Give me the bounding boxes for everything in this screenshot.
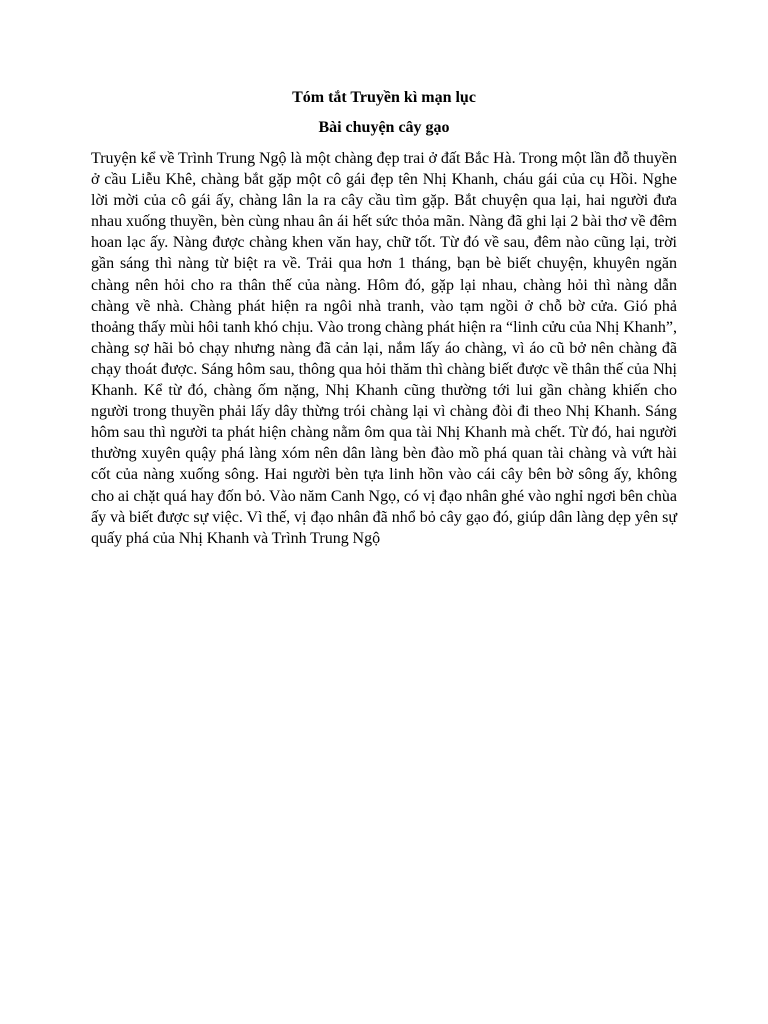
document-body-paragraph: Truyện kể về Trình Trung Ngộ là một chàng đẹp trai ở đất Bắc Hà. Trong một lần đỗ thuyền ở cầu Liễu Khê, chàng bắt gặp một cô gái đẹp tên Nhị Khanh, cháu gái của cụ Hồi. Nghe lời mời của cô gái ấy, chàng lân la ra cây cầu tìm gặp. Bắt chuyện qua lại, hai người đưa nhau xuống thuyền, bèn cùng nhau ân ái hết sức thỏa mãn. Nàng đã ghi lại 2 bài thơ về đêm hoan lạc ấy. Nàng được chàng khen văn hay, chữ tốt. Từ đó về sau, đêm nào cũng lại, trời gần sáng thì nàng từ biệt ra về. Trải qua hơn 1 tháng, bạn bè biết chuyện, khuyên ngăn chàng nên hỏi cho ra thân thế của nàng. Hôm đó, gặp lại nhau, chàng hỏi thì nàng dẫn chàng về nhà. Chàng phát hiện ra ngôi nhà tranh, vào tạm ngồi ở chỗ bờ cửa. Gió phả thoảng thấy mùi hôi tanh khó chịu. Vào trong chàng phát hiện ra “linh cửu của Nhị Khanh”, chàng sợ hãi bỏ chạy nhưng nàng đã cản lại, nắm lấy áo chàng, vì áo cũ bở nên chàng đã chạy thoát được. Sáng hôm sau, thông qua hỏi thăm thì chàng biết được về thân thế của Nhị Khanh. Kể từ đó, chàng ốm nặng, Nhị Khanh cũng thường tới lui gần chàng khiến cho người trong thuyền phải lấy dây thừng trói chàng lại vì chàng đòi đi theo Nhị Khanh. Sáng hôm sau thì người ta phát hiện chàng nằm ôm qua tài Nhị Khanh mà chết. Từ đó, hai người thường xuyên quậy phá làng xóm nên dân làng bèn đào mồ phá quan tài chàng và vứt hài cốt của nàng xuống sông. Hai người bèn tựa linh hồn vào cái cây bên bờ sông ấy, không cho ai chặt quá hay đốn bỏ. Vào năm Canh Ngọ, có vị đạo nhân ghé vào nghỉ ngơi bên chùa ấy và biết được sự việc. Vì thế, vị đạo nhân đã nhổ bỏ cây gạo đó, giúp dân làng dẹp yên sự quấy phá của Nhị Khanh và Trình Trung Ngộ — [91, 150, 677, 547]
document-title: Tóm tắt Truyền kì mạn lục — [292, 89, 476, 106]
document-subtitle: Bài chuyện cây gạo — [318, 119, 450, 136]
